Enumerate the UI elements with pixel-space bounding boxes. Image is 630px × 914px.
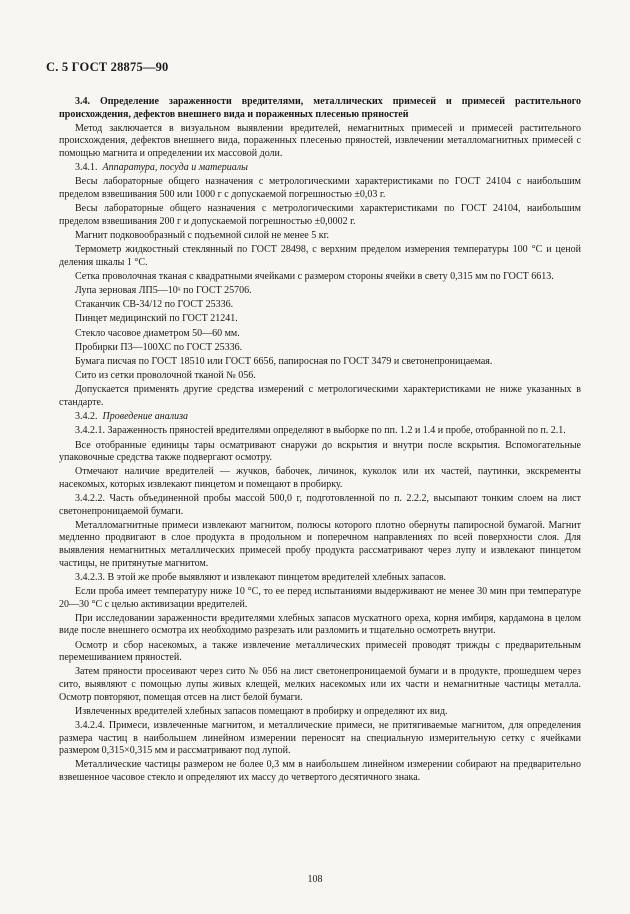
- body-paragraph: Если проба имеет температуру ниже 10 °С, то ее перед испытаниями выдерживают не менее 30 мин при температуре 20—30 °С с целью активизации вредителей.: [59, 586, 581, 610]
- body-paragraph: Пробирки П3—100ХС по ГОСТ 25336.: [75, 341, 243, 353]
- section-heading: 3.4. Определение зараженности вредителями, металлических примесей и примесей растительного происхождения, дефектов внешнего вида и пораженных плесенью пряностей: [59, 96, 581, 120]
- body-paragraph: Извлеченных вредителей хлебных запасов помещают в пробирку и определяют их вид.: [75, 705, 448, 717]
- body-paragraph: 3.4.2.1. Зараженность пряностей вредителями определяют в выборке по пп. 1.2 и 1.4 и пробе, отобранной по п. 2.1.: [75, 425, 566, 437]
- body-paragraph: Сито из сетки проволочной тканой № 056.: [75, 370, 256, 382]
- body-paragraph: Пинцет медицинский по ГОСТ 21241.: [75, 313, 238, 325]
- body-paragraph: Термометр жидкостный стеклянный по ГОСТ 28498, с верхним пределом измерения температуры 100 °С и ценой деления шкалы 1 °С.: [59, 244, 581, 268]
- body-paragraph: Бумага писчая по ГОСТ 18510 или ГОСТ 6656, папиросная по ГОСТ 3479 и светонепроницаемая.: [75, 356, 493, 367]
- body-paragraph: Допускается применять другие средства измерений с метрологическими характеристиками не ниже указанных в стандарте.: [59, 384, 581, 408]
- body-paragraph: Отмечают наличие вредителей — жучков, бабочек, личинок, куколок или их частей, паутинки, экскременты насекомых, которых извлекают пинцетом и помещают в пробирку.: [59, 466, 581, 490]
- subsection-number: 3.4.2.: [75, 411, 98, 423]
- body-paragraph: Магнит подковообразный с подъемной силой не менее 5 кг.: [75, 229, 330, 241]
- page-number: 108: [307, 874, 323, 885]
- body-paragraph: Метод заключается в визуальном выявлении вредителей, немагнитных примесей и примесей растительного происхождения, дефектов внешнего вида, пораженных плесенью пряностей, извлечении металломагнитных примесей с помощью магнита и определении их массовой доли.: [59, 122, 581, 159]
- subsection-title: Проведение анализа: [102, 411, 188, 423]
- body-paragraph: Стаканчик СВ-34/12 по ГОСТ 25336.: [75, 299, 234, 311]
- body-paragraph: 3.4.2.4. Примеси, извлеченные магнитом, и металлические примеси, не притягиваемые магнитом, для определения размера частиц в наибольшем линейном измерении переносят на специальную измерительную сетку с ячейками размером 0,315×0,315 мм и рассматривают под лупой.: [59, 719, 581, 757]
- body-paragraph: Лупа зерновая ЛП5—10ˣ по ГОСТ 25706.: [75, 285, 252, 297]
- body-paragraph: Затем пряности просеивают через сито № 056 на лист светонепроницаемой бумаги и в продукте, прошедшем через сито, выявляют с помощью лупы живых клещей, мелких насекомых или их части и немагнитные частицы металла. Осмотр повторяют, помещая отсев на лист белой бумаги.: [59, 666, 581, 703]
- document-body: [59, 96, 581, 786]
- body-paragraph: При исследовании зараженности вредителями хлебных запасов мускатного ореха, корня имбиря, кардамона в целом виде после внешнего осмотра их необходимо разрезать или разломить и тщательно осмотреть внутри.: [59, 612, 581, 637]
- body-paragraph: Весы лабораторные общего назначения с метрологическими характеристиками по ГОСТ 24104, наибольшим пределом взвешивания 200 г и допускаемой погрешностью ±0,0002 г.: [59, 203, 581, 227]
- subsection-heading: [59, 162, 581, 175]
- subsection-number: 3.4.1.: [75, 162, 98, 174]
- body-paragraph: Осмотр и сбор насекомых, а также извлечение металлических примесей проводят трижды с предварительным перемешиванием пряностей.: [59, 639, 581, 664]
- subsection-heading: [59, 411, 581, 424]
- body-paragraph: Все отобранные единицы тары осматривают снаружи до вскрытия и внутри после вскрытия. Вспомогательные упаковочные средства также подвергают осмотру.: [59, 439, 581, 464]
- body-paragraph: 3.4.2.2. Часть объединенной пробы массой 500,0 г, подготовленной по п. 2.2.2, высыпают тонким слоем на лист светонепроницаемой бумаги.: [59, 493, 581, 517]
- body-paragraph: Сетка проволочная тканая с квадратными ячейками с размером стороны ячейки в свету 0,315 мм по ГОСТ 6613.: [75, 270, 554, 282]
- subsection-title: Аппаратура, посуда и материалы: [102, 162, 248, 174]
- page-header: С. 5 ГОСТ 28875—90: [46, 60, 169, 74]
- body-paragraph: 3.4.2.3. В этой же пробе выявляют и извлекают пинцетом вредителей хлебных запасов.: [75, 571, 447, 583]
- body-paragraph: Металлические частицы размером не более 0,3 мм в наибольшем линейном измерении собирают на предварительно взвешенное часовое стекло и определяют их массу до четвертого десятичного знака.: [59, 759, 581, 783]
- body-paragraph: Стекло часовое диаметром 50—60 мм.: [75, 327, 240, 339]
- body-paragraph: Металломагнитные примеси извлекают магнитом, полюсы которого плотно обернуты папиросной бумагой. Магнит медленно продвигают в слое продукта в продольном и поперечном направлениях по всей поверхности слоя. Для выявления немагнитных металлических примесей пробу продукта рассматривают через лупу и извлекают пинцетом частицы, не притянутые магнитом.: [59, 519, 581, 569]
- body-paragraph: Весы лабораторные общего назначения с метрологическими характеристиками по ГОСТ 24104 с наибольшим пределом взвешивания 500 или 1000 г с допускаемой погрешностью ±0,03 г.: [59, 176, 581, 200]
